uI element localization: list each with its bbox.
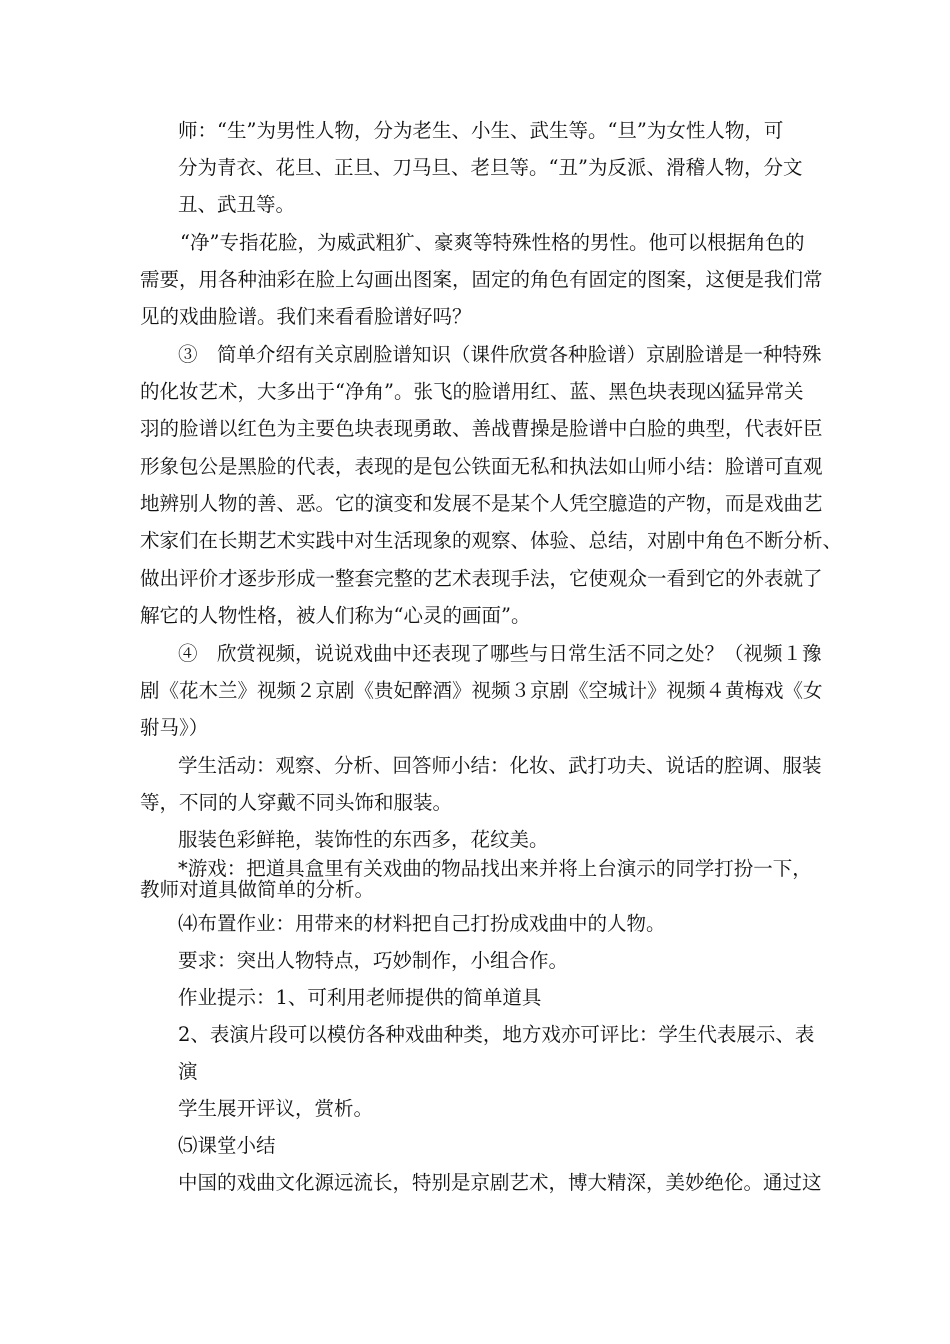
text-line: 形象包公是黑脸的代表，表现的是包公铁面无私和执法如山师小结：脸谱可直观	[140, 455, 823, 478]
text-line: 学生展开评议，赏析。	[178, 1097, 374, 1120]
text-line: ⑸课堂小结	[178, 1134, 276, 1157]
text-line: 等，不同的人穿戴不同头饰和服装。	[140, 791, 453, 814]
text-line: 见的戏曲脸谱。我们来看看脸谱好吗？	[140, 305, 472, 328]
text-line: “净”专指花脸，为威武粗犷、豪爽等特殊性格的男性。他可以根据角色的	[180, 231, 805, 254]
text-line: 分为青衣、花旦、正旦、刀马旦、老旦等。“丑”为反派、滑稽人物，分文	[178, 156, 803, 179]
text-line: 要求：突出人物特点，巧妙制作，小组合作。	[178, 949, 569, 972]
text-line: 解它的人物性格，被人们称为“心灵的画面”。	[140, 604, 531, 627]
text-line: ④ 欣赏视频，说说戏曲中还表现了哪些与日常生活不同之处？（视频１豫	[178, 642, 822, 665]
text-line: 中国的戏曲文化源远流长，特别是京剧艺术，博大精深，美妙绝伦。通过这	[178, 1171, 822, 1194]
text-line: 服装色彩鲜艳，装饰性的东西多，花纹美。	[178, 828, 549, 851]
text-line: 2、表演片段可以模仿各种戏曲种类，地方戏亦可评比：学生代表展示、表	[178, 1023, 815, 1046]
text-line: 师：“生”为男性人物，分为老生、小生、武生等。“旦”为女性人物，可	[178, 119, 784, 142]
text-line: 需要，用各种油彩在脸上勾画出图案，固定的角色有固定的图案，这便是我们常	[140, 268, 823, 291]
text-line: 驸马》）	[140, 716, 209, 739]
text-line: 做出评价才逐步形成一整套完整的艺术表现手法，它使观众一看到它的外表就了	[140, 567, 823, 590]
text-line: 教师对道具做简单的分析。	[140, 878, 375, 901]
text-line: ⑷布置作业：用带来的材料把自己打扮成戏曲中的人物。	[178, 912, 666, 935]
text-line: 术家们在长期艺术实践中对生活现象的观察、体验、总结，对剧中角色不断分析、	[140, 529, 843, 552]
text-line: 剧《花木兰》视频２京剧《贵妃醉酒》视频３京剧《空城计》视频４黄梅戏《女	[140, 679, 823, 702]
text-line: 作业提示：1、可利用老师提供的简单道具	[178, 986, 542, 1009]
text-line: 的化妆艺术，大多出于“净角”。张飞的脸谱用红、蓝、黑色块表现凶猛异常关	[140, 380, 804, 403]
text-line: 学生活动：观察、分析、回答师小结：化妆、武打功夫、说话的腔调、服装	[178, 754, 822, 777]
text-line: 演	[178, 1060, 198, 1083]
text-line: 丑、武丑等。	[178, 193, 296, 216]
text-line: *游戏：把道具盒里有关戏曲的物品找出来并将上台演示的同学打扮一下，	[178, 857, 812, 880]
text-line: ③ 简单介绍有关京剧脸谱知识（课件欣赏各种脸谱）京剧脸谱是一种特殊	[178, 343, 822, 366]
text-line: 地辨别人物的善、恶。它的演变和发展不是某个人凭空臆造的产物，而是戏曲艺	[140, 492, 823, 515]
text-line: 羽的脸谱以红色为主要色块表现勇敢、善战曹操是脸谱中白脸的典型，代表奸臣	[140, 417, 823, 440]
